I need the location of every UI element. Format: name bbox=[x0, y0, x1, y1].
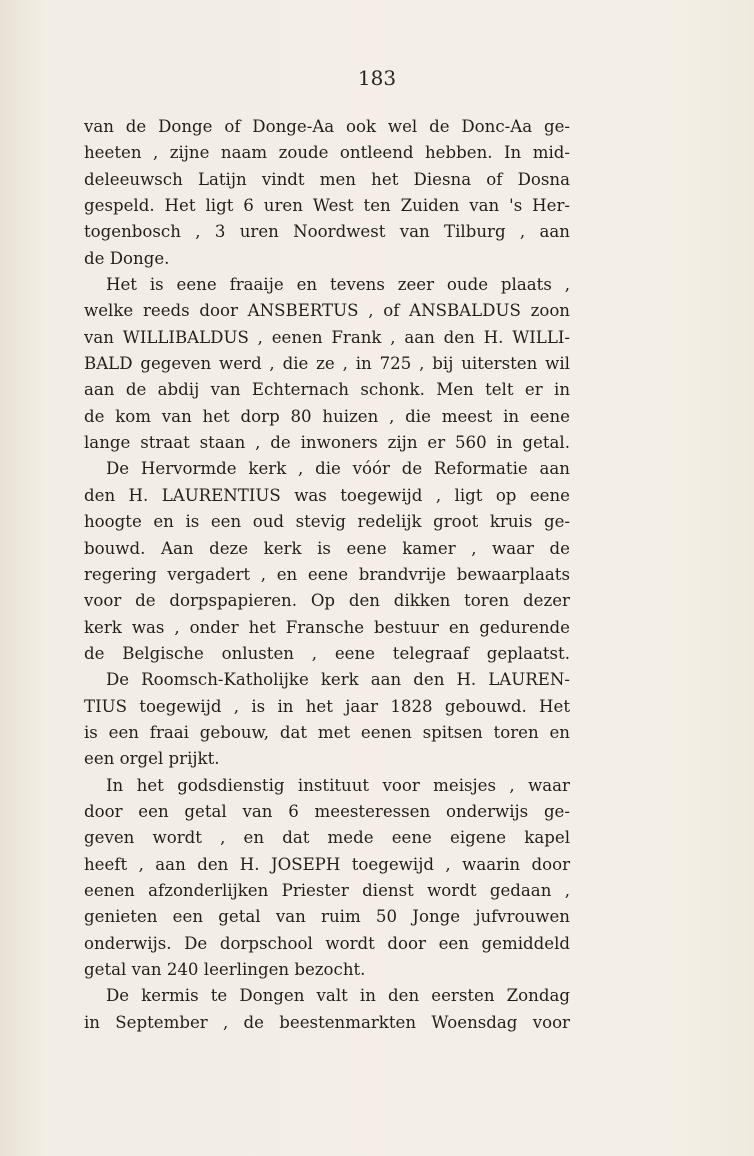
text-line: gespeld. Het ligt 6 uren West ten Zuiden van 's Her- bbox=[84, 196, 570, 216]
text-line: welke reeds door ANSBERTUS , of ANSBALDUS zoon bbox=[84, 301, 570, 321]
text-line: togenbosch , 3 uren Noordwest van Tilburg , aan bbox=[84, 222, 570, 242]
text-line: de kom van het dorp 80 huizen , die meest in eene bbox=[84, 406, 570, 426]
text-line: TIUS toegewijd , is in het jaar 1828 gebouwd. Het bbox=[84, 696, 570, 716]
text-line: voor de dorpspapieren. Op den dikken toren dezer bbox=[84, 591, 570, 611]
text-line: getal van 240 leerlingen bezocht. bbox=[84, 960, 366, 979]
text-line: is een fraai gebouw, dat met eenen spitsen toren en bbox=[84, 722, 570, 742]
text-line: een orgel prijkt. bbox=[84, 749, 220, 769]
text-line: aan de abdij van Echternach schonk. Men telt er in bbox=[84, 380, 570, 400]
text-line: lange straat staan , de inwoners zijn er 560 in getal. bbox=[84, 433, 570, 453]
text-line: de Donge. bbox=[84, 248, 170, 268]
text-line: De Hervormde kerk , die vóór de Reformatie aan bbox=[106, 459, 570, 479]
text-line: genieten een getal van ruim 50 Jonge jufvrouwen bbox=[84, 907, 570, 927]
text-line: bouwd. Aan deze kerk is eene kamer , waar de bbox=[84, 538, 570, 558]
text-line: van WILLIBALDUS , eenen Frank , aan den H. WILLI- bbox=[84, 327, 570, 347]
text-line: de Belgische onlusten , eene telegraaf geplaatst. bbox=[84, 643, 570, 663]
text-line: deleeuwsch Latijn vindt men het Diesna of Dosna bbox=[84, 169, 570, 189]
text-line: heeft , aan den H. JOSEPH toegewijd , waarin door bbox=[84, 854, 570, 874]
text-line: den H. LAURENTIUS was toegewijd , ligt op eene bbox=[84, 485, 570, 505]
body-text bbox=[84, 114, 570, 1036]
text-line: De Roomsch-Katholijke kerk aan den H. LAUREN- bbox=[106, 670, 570, 690]
text-line: van de Donge of Donge-Aa ook wel de Donc-Aa ge- bbox=[84, 117, 570, 136]
text-line: door een getal van 6 meesteressen onderwijs ge- bbox=[84, 801, 570, 821]
text-line: eenen afzonderlijken Priester dienst wordt gedaan , bbox=[84, 880, 570, 900]
page-number: 183 bbox=[357, 66, 397, 90]
text-line: BALD gegeven werd , die ze , in 725 , bij uitersten wil bbox=[84, 354, 570, 374]
text-line: geven wordt , en dat mede eene eigene kapel bbox=[84, 828, 570, 848]
text-line: regering vergadert , en eene brandvrije bewaarplaats bbox=[84, 564, 570, 584]
text-line: heeten , zijne naam zoude ontleend hebben. In mid- bbox=[84, 143, 570, 163]
text-line: in September , de beestenmarkten Woensdag voor bbox=[84, 1012, 570, 1032]
text-line: kerk was , onder het Fransche bestuur en gedurende bbox=[84, 617, 570, 637]
text-line: In het godsdienstig instituut voor meisjes , waar bbox=[106, 775, 570, 795]
text-line: hoogte en is een oud stevig redelijk groot kruis ge- bbox=[84, 512, 570, 532]
text-line: De kermis te Dongen valt in den eersten Zondag bbox=[106, 986, 570, 1006]
text-line: onderwijs. De dorpschool wordt door een gemiddeld bbox=[84, 933, 570, 953]
text-line: Het is eene fraaije en tevens zeer oude plaats , bbox=[106, 275, 570, 295]
